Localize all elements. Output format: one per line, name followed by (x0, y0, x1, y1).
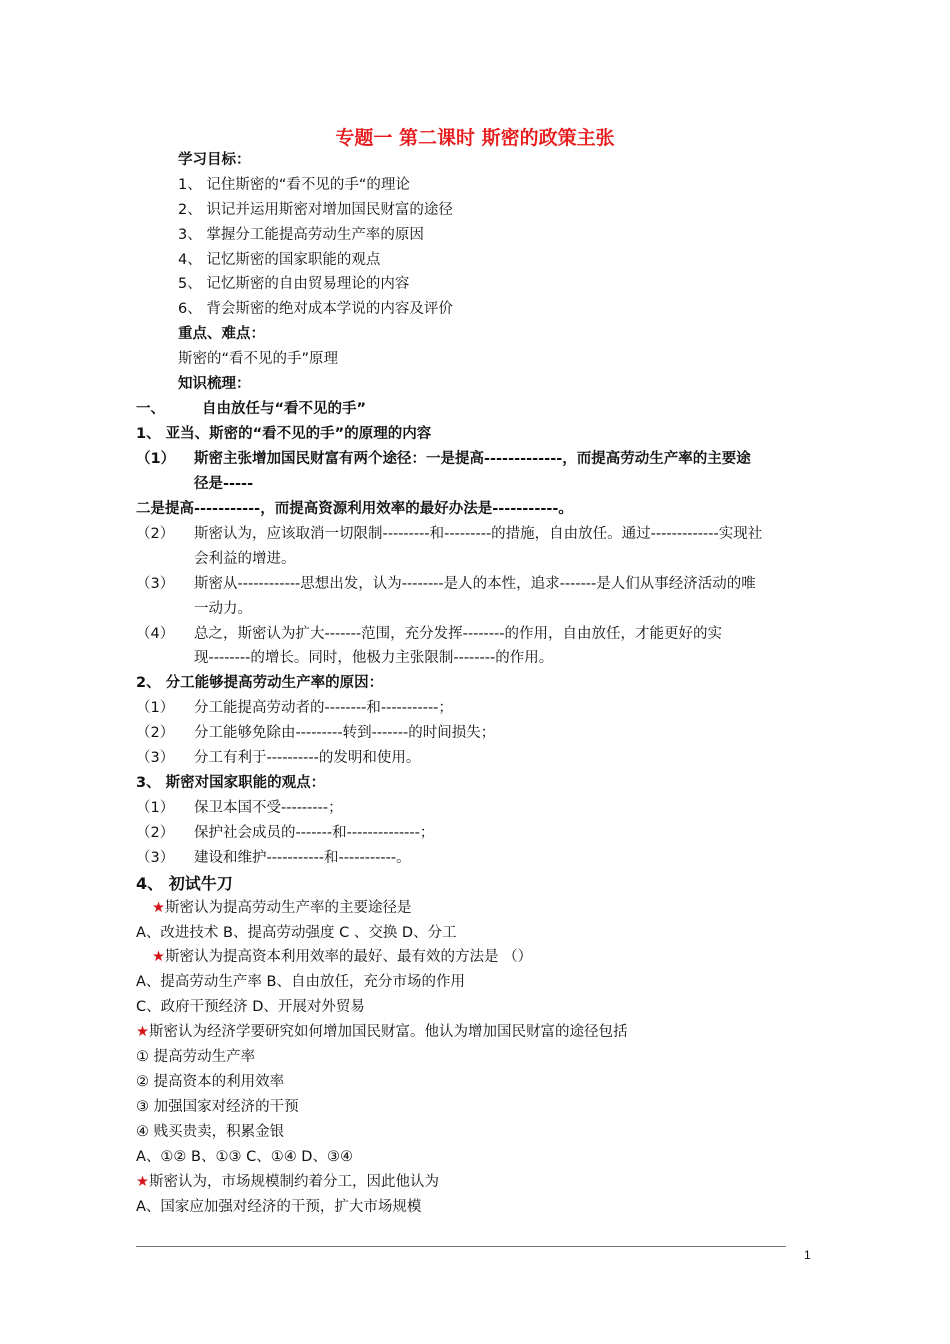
keypoints-heading: 重点、难点： (178, 326, 265, 342)
objective-1: 1、 记住斯密的“看不见的手“的理论 (178, 177, 410, 193)
item-4-number: （4） (136, 626, 175, 642)
question-1-options: A、改进技术 B、提高劳动强度 C 、交换 D、分工 (136, 925, 457, 941)
subsection-2-item-3: （3） 分工有利于----------的发明和使用。 (136, 750, 421, 766)
item-3-line-1: （3） 斯密从------------思想出发，认为--------是人的本性，追求-------是人们从事经济活动的唯 (136, 572, 816, 597)
question-3-item-2: ② 提高资本的利用效率 (136, 1074, 285, 1090)
page-title: 专题一 第二课时 斯密的政策主张 (335, 127, 615, 149)
objective-3: 3、 掌握分工能提高劳动生产率的原因 (178, 227, 424, 243)
item-1-line-2: 径是----- (194, 476, 254, 492)
subsection-1-heading: 1、 亚当、斯密的“看不见的手”的原理的内容 (136, 426, 432, 442)
item-1-line-3: 二是提高-----------，而提高资源利用效率的最好办法是-----------。 (136, 501, 573, 517)
subsection-3-heading: 3、 斯密对国家职能的观点： (136, 775, 326, 791)
question-4: ★斯密认为，市场规模制约着分工，因此他认为 (136, 1174, 439, 1190)
question-3-item-3: ③ 加强国家对经济的干预 (136, 1099, 299, 1115)
star-icon: ★ (152, 900, 165, 916)
section-1-title: 自由放任与“看不见的手” (202, 401, 367, 417)
page-number: 1 (804, 1248, 811, 1262)
question-3-item-1: ① 提高劳动生产率 (136, 1049, 256, 1065)
subsection-4-heading: 4、 初试牛刀 (136, 874, 233, 893)
item-3-number: （3） (136, 576, 175, 592)
keypoints-text: 斯密的“看不见的手”原理 (178, 351, 339, 367)
star-icon: ★ (136, 1024, 149, 1040)
question-4-option-a: A、国家应加强对经济的干预，扩大市场规模 (136, 1199, 422, 1215)
star-icon: ★ (152, 949, 165, 965)
question-3: ★斯密认为经济学要研究如何增加国民财富。他认为增加国民财富的途径包括 (136, 1024, 628, 1040)
question-2-options-1: A、提高劳动生产率 B、自由放任，充分市场的作用 (136, 974, 465, 990)
objective-6: 6、 背会斯密的绝对成本学说的内容及评价 (178, 301, 453, 317)
question-2: ★斯密认为提高资本利用效率的最好、最有效的方法是 （） (152, 949, 533, 965)
question-3-item-4: ④ 贱买贵卖，积累金银 (136, 1124, 285, 1140)
item-4-line-2: 现--------的增长。同时，他极力主张限制--------的作用。 (194, 650, 554, 666)
knowledge-heading: 知识梳理： (178, 376, 251, 392)
objective-4: 4、 记忆斯密的国家职能的观点 (178, 252, 381, 268)
subsection-2-item-2: （2） 分工能够免除由---------转到-------的时间损失； (136, 725, 496, 741)
item-2-line-2: 会利益的增进。 (194, 551, 296, 567)
item-3-line-2: 一动力。 (194, 601, 252, 617)
footer-divider (136, 1246, 786, 1247)
question-2-options-2: C、政府干预经济 D、开展对外贸易 (136, 999, 365, 1015)
item-1-line-1: （1） 斯密主张增加国民财富有两个途径：一是提高-------------，而提高劳动生产率的主要途 (136, 447, 816, 472)
subsection-2-item-1: （1） 分工能提高劳动者的--------和-----------； (136, 700, 453, 716)
item-1-number: （1） (136, 451, 176, 467)
item-2-line-1: （2） 斯密认为，应该取消一切限制---------和---------的措施，自由放任。通过-------------实现社 (136, 522, 816, 547)
objective-5: 5、 记忆斯密的自由贸易理论的内容 (178, 276, 410, 292)
question-1: ★斯密认为提高劳动生产率的主要途径是 (152, 900, 412, 916)
subsection-3-item-1: （1） 保卫本国不受---------； (136, 800, 343, 816)
star-icon: ★ (136, 1174, 149, 1190)
item-4-line-1: （4） 总之，斯密认为扩大-------范围，充分发挥--------的作用，自由放任，才能更好的实 (136, 622, 816, 647)
question-3-options: A、①② B、①③ C、①④ D、③④ (136, 1149, 353, 1165)
objectives-heading: 学习目标： (178, 152, 251, 168)
objective-2: 2、 识记并运用斯密对增加国民财富的途径 (178, 202, 453, 218)
section-1-heading (136, 397, 816, 422)
section-1-number: 一、 (136, 401, 165, 417)
subsection-3-item-3: （3） 建设和维护-----------和-----------。 (136, 850, 411, 866)
subsection-2-heading: 2、 分工能够提高劳动生产率的原因： (136, 675, 384, 691)
subsection-3-item-2: （2） 保护社会成员的-------和--------------； (136, 825, 435, 841)
item-2-number: （2） (136, 526, 175, 542)
